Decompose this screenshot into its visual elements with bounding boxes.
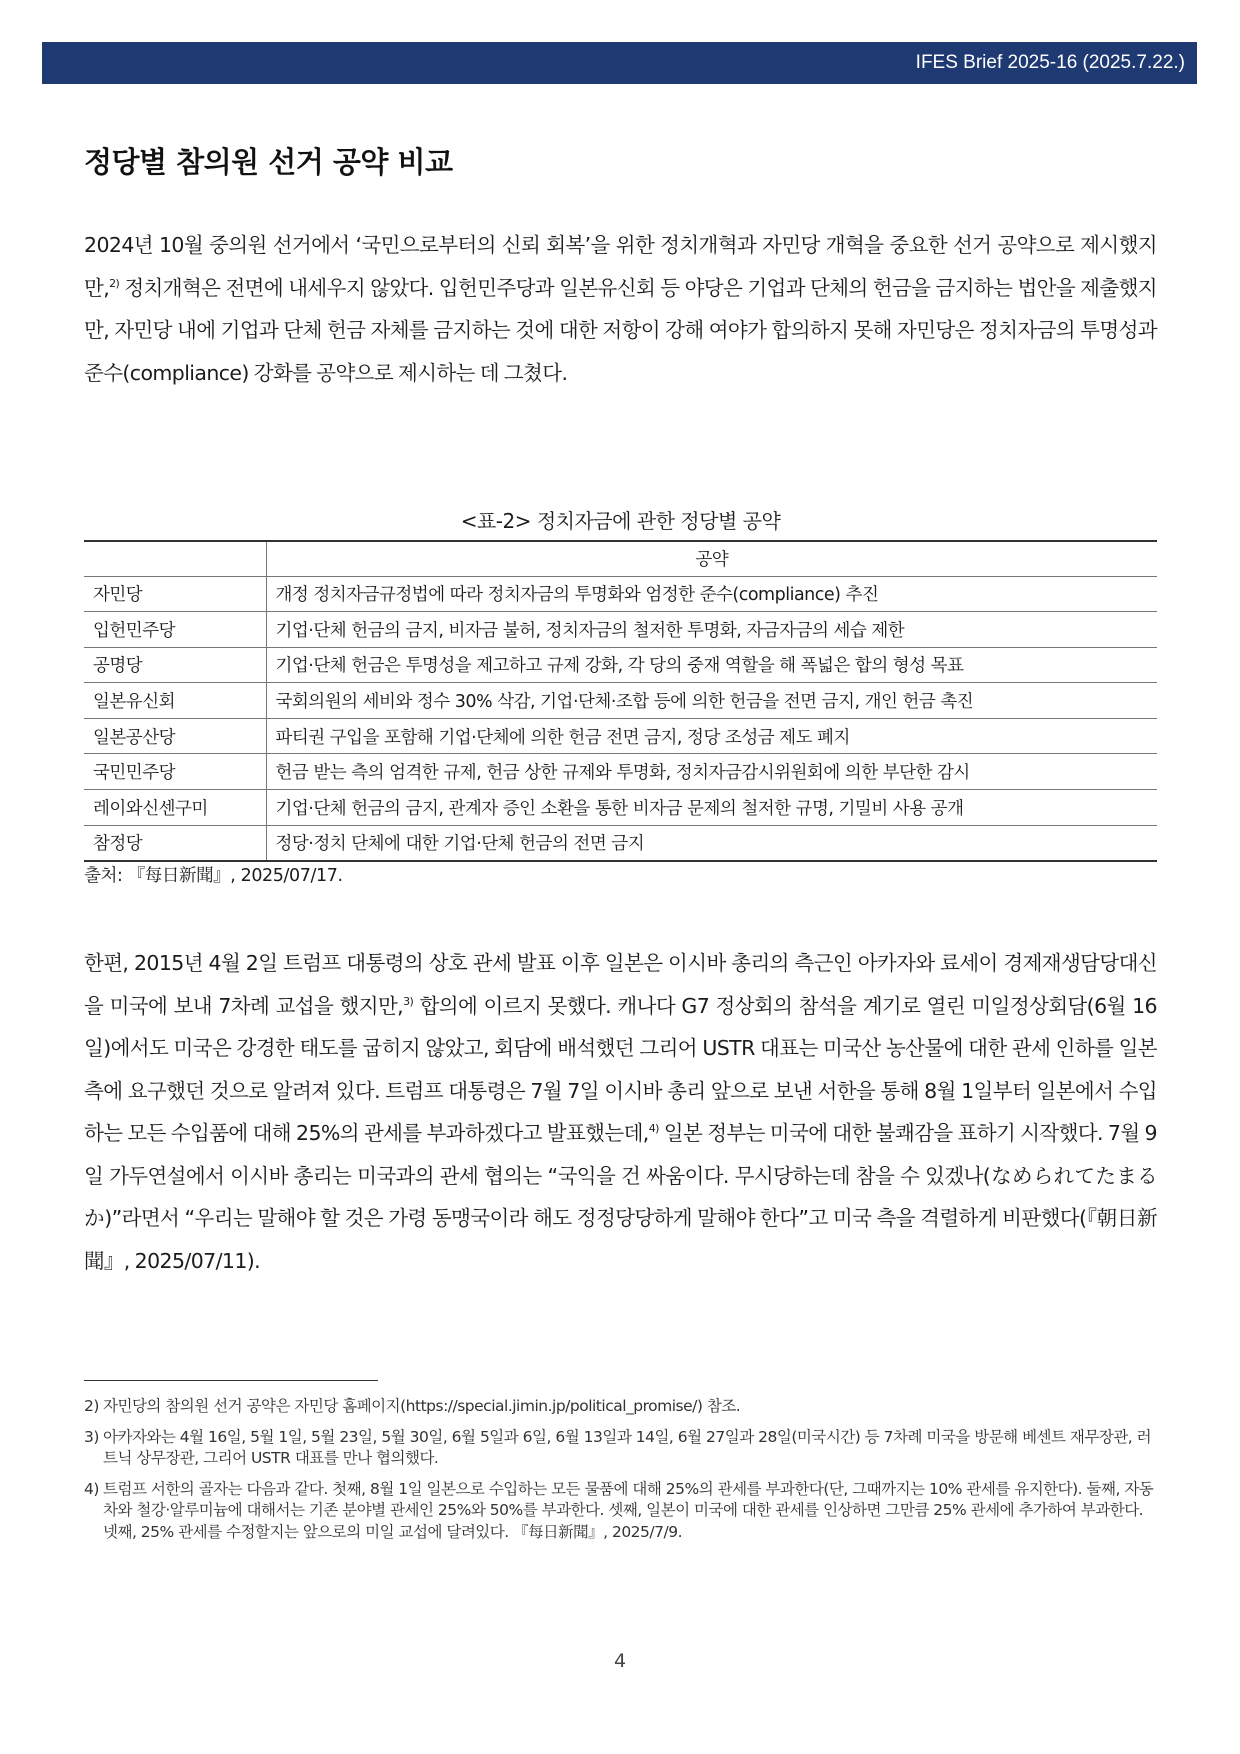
- footnote-number: 2): [84, 1397, 99, 1415]
- paragraph-1-text-a: 2024년 10월 중의원 선거에서 ‘국민으로부터의 신뢰 회복’을 위한 정치개혁과 자민당 개혁을 중요한 선거 공약으로 제시했지만,: [84, 233, 1157, 300]
- table-caption: <표-2> 정치자금에 관한 정당별 공약: [460, 509, 781, 533]
- table-row: [84, 754, 1157, 790]
- party-cell: 국민민주당: [84, 754, 266, 790]
- section-title: 정당별 참의원 선거 공약 비교: [84, 145, 453, 179]
- footnote-divider: [84, 1380, 378, 1381]
- party-cell: 자민당: [84, 576, 266, 612]
- footnote-ref-2[interactable]: 2): [109, 276, 120, 290]
- footnotes: [84, 1396, 1157, 1552]
- pledge-cell: 정당·정치 단체에 대한 기업·단체 헌금의 전면 금지: [266, 825, 1157, 861]
- table-row: [84, 718, 1157, 754]
- table-header-row: [84, 541, 1157, 576]
- table-row: [84, 790, 1157, 826]
- pledge-cell: 기업·단체 헌금은 투명성을 제고하고 규제 강화, 각 당의 중재 역할을 해 폭넓은 합의 형성 목표: [266, 647, 1157, 683]
- paragraph-2: [84, 942, 1157, 1282]
- table-row: [84, 683, 1157, 719]
- footnote-text: 자민당의 참의원 선거 공약은 자민당 홈페이지(https://special.jimin.jp/political_promise/) 참조.: [103, 1397, 741, 1415]
- paragraph-2-text-b: 합의에 이르지 못했다. 캐나다 G7 정상회의 참석을 계기로 열린 미일정상회담(6월 16일)에서도 미국은 강경한 태도를 굽히지 않았고, 회담에 배석했던 그리어 USTR 대표는 미국산 농산물에 대한 관세 인하를 일본 측에 요구했던 것으로 알려져 있다. 트럼프 대통령은 7월 7일 이시바 총리 앞으로 보낸 서한을 통해 8월 1일부터 일본에서 수입하는 모든 수입품에 대해 25%의 관세를 부과하겠다고 발표했는데,: [84, 993, 1157, 1145]
- paragraph-2-text-c: 일본 정부는 미국에 대한 불쾌감을 표하기 시작했다. 7월 9일 가두연설에서 이시바 총리는 미국과의 관세 협의는 “국익을 건 싸움이다. 무시당하는데 참을 수 있겠나(なめられてたまるか)”라면서 “우리는 말해야 할 것은 가령 동맹국이라 해도 정정당당하게 말해야 한다”고 미국 측을 격렬하게 비판했다(『朝日新聞』, 2025/07/11).: [84, 1121, 1157, 1273]
- header-text: IFES Brief 2025-16 (2025.7.22.): [915, 52, 1185, 73]
- party-cell: 레이와신센구미: [84, 790, 266, 826]
- party-cell: 일본유신회: [84, 683, 266, 719]
- page-number: 4: [613, 1650, 627, 1672]
- table-row: [84, 612, 1157, 648]
- party-cell: 참정당: [84, 825, 266, 861]
- pledge-cell: 헌금 받는 측의 엄격한 규제, 헌금 상한 규제와 투명화, 정치자금감시위원회에 의한 부단한 감시: [266, 754, 1157, 790]
- footnote-ref-3[interactable]: 3): [403, 994, 414, 1008]
- pledge-cell: 기업·단체 헌금의 금지, 비자금 불허, 정치자금의 철저한 투명화, 자금자금의 세습 제한: [266, 612, 1157, 648]
- footnote-text: 트럼프 서한의 골자는 다음과 같다. 첫째, 8월 1일 일본으로 수입하는 모든 물품에 대해 25%의 관세를 부과한다(단, 그때까지는 10% 관세를 유지한다). 둘째, 자동차와 철강·알루미늄에 대해서는 기존 분야별 관세인 25%와 50%를 부과한다. 셋째, 일본이 미국에 대한 관세를 인상하면 그만큼 25% 관세에 추가하여 부과한다. 넷째, 25% 관세를 수정할지는 앞으로의 미일 교섭에 달려있다. 『每日新聞』, 2025/7/9.: [103, 1479, 1154, 1541]
- header-party: [84, 541, 266, 576]
- header-pledge: 공약: [266, 541, 1157, 576]
- table-row: [84, 647, 1157, 683]
- footnote-number: 3): [84, 1427, 99, 1446]
- party-cell: 입헌민주당: [84, 612, 266, 648]
- table-source: 출처: 『每日新聞』, 2025/07/17.: [84, 866, 343, 886]
- paragraph-1: [84, 224, 1157, 394]
- footnote-ref-4[interactable]: 4): [648, 1122, 659, 1136]
- pledge-cell: 개정 정치자금규정법에 따라 정치자금의 투명화와 엄정한 준수(compliance) 추진: [266, 576, 1157, 612]
- header-bar: [42, 42, 1197, 84]
- footnote-2: [84, 1396, 1157, 1418]
- pledge-cell: 기업·단체 헌금의 금지, 관계자 증인 소환을 통한 비자금 문제의 철저한 규명, 기밀비 사용 공개: [266, 790, 1157, 826]
- footnote-number: 4): [84, 1479, 99, 1498]
- pledge-cell: 국회의원의 세비와 정수 30% 삭감, 기업·단체·조합 등에 의한 헌금을 전면 금지, 개인 헌금 촉진: [266, 683, 1157, 719]
- paragraph-2-text-a: 한편, 2015년 4월 2일 트럼프 대통령의 상호 관세 발표 이후 일본은 이시바 총리의 측근인 아카자와 료세이 경제재생담당대신을 미국에 보내 7차례 교섭을 했지만,: [84, 951, 1157, 1018]
- table-row: [84, 576, 1157, 612]
- paragraph-1-text-b: 정치개혁은 전면에 내세우지 않았다. 입헌민주당과 일본유신회 등 야당은 기업과 단체의 헌금을 금지하는 법안을 제출했지만, 자민당 내에 기업과 단체 헌금 자체를 금지하는 것에 대한 저항이 강해 여야가 합의하지 못해 자민당은 정치자금의 투명성과 준수(compliance) 강화를 공약으로 제시하는 데 그쳤다.: [84, 275, 1157, 385]
- pledge-cell: 파티권 구입을 포함해 기업·단체에 의한 헌금 전면 금지, 정당 조성금 제도 폐지: [266, 718, 1157, 754]
- footnote-3: [84, 1427, 1157, 1470]
- table-row: [84, 825, 1157, 861]
- footnote-text: 아카자와는 4월 16일, 5월 1일, 5월 23일, 5월 30일, 6월 5일과 6일, 6월 13일과 14일, 6월 27일과 28일(미국시간) 등 7차례 미국을 방문해 베센트 재무장관, 러트닉 상무장관, 그리어 USTR 대표를 만나 협의했다.: [103, 1427, 1152, 1467]
- pledge-table: [84, 540, 1157, 862]
- party-cell: 공명당: [84, 647, 266, 683]
- footnote-4: [84, 1479, 1157, 1544]
- party-cell: 일본공산당: [84, 718, 266, 754]
